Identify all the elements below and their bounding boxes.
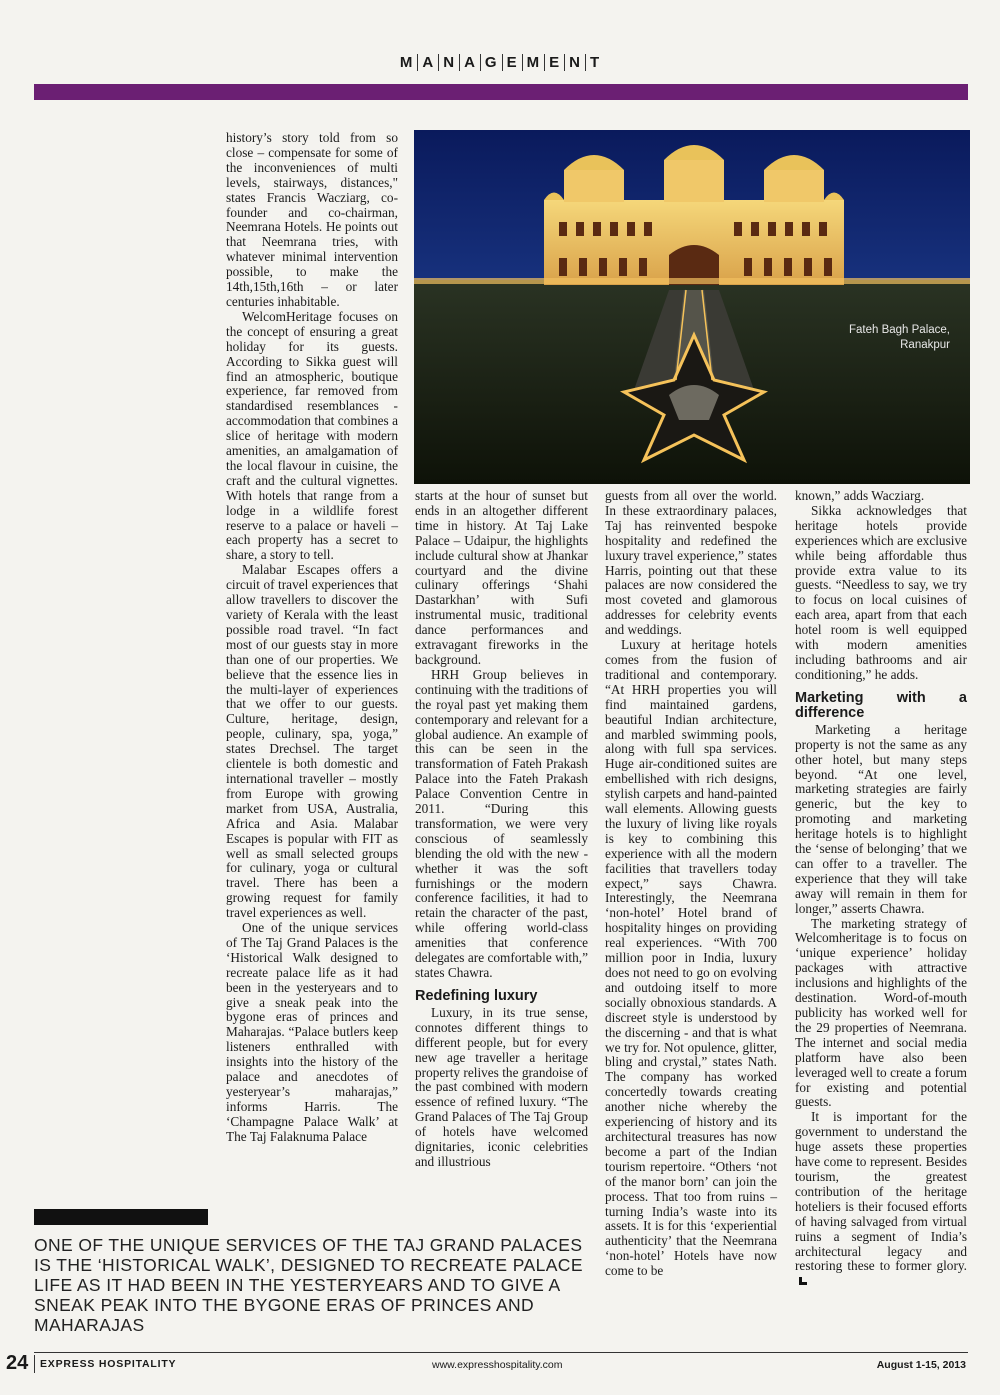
issue-date: August 1-15, 2013 bbox=[876, 1359, 966, 1371]
section-letter: E bbox=[502, 54, 522, 71]
paragraph: Sikka acknowledges that heritage hotels provide experiences which are exclusive while being affordable thus provide extra value to its guests. “Needless to say, we try to focus on local cuisines of each area, apart from that each hotel room is well equipped with modern amenities including bathrooms and air conditioning,” he adds. bbox=[795, 502, 967, 682]
palace-photo bbox=[414, 130, 970, 484]
subheading: Marketing with a difference bbox=[795, 689, 967, 721]
article-column-1 bbox=[226, 131, 398, 1145]
paragraph: WelcomHeritage focuses on the concept of ensuring a great holiday for its guests. According to Sikka guest will find an atmospheric, boutique experience, far removed from standardised resemblances - accommodation that combines a slice of heritage with modern amenities, an amalgamation of the local flavour in cuisine, the craft and the cultural vignettes. With hotels that range from a lodge in a wildlife forest reserve to a palace or haveli – each property has a secret to share, a story to tell. bbox=[226, 308, 398, 563]
page-number: 24 bbox=[6, 1352, 29, 1374]
paragraph: guests from all over the world. In these extraordinary palaces, Taj has reinvented bespoke hospitality and redefined the luxury travel experience,” states Harris, pointing out that these palaces are now considered the most coveted and glamorous addresses for celebrity events and weddings. bbox=[605, 488, 777, 638]
footer-rule bbox=[34, 1352, 968, 1353]
article-column-2 bbox=[415, 489, 588, 1170]
section-letter: A bbox=[417, 54, 438, 71]
paragraph: known,” adds Wacziarg. bbox=[795, 488, 925, 503]
section-letter: N bbox=[438, 54, 459, 71]
paragraph: The marketing strategy of Welcomheritage is to focus on ‘unique experience’ holiday packages with attractive inclusions and highlights of the destination. Word-of-mouth publicity has worked well for the 29 properties of Neemrana. The internet and social media platform have also been leveraged well to create a forum for existing and potential guests. bbox=[795, 915, 967, 1110]
section-letter: E bbox=[544, 54, 564, 71]
article-column-3 bbox=[605, 489, 777, 1279]
paragraph: Marketing a heritage property is not the same as any other hotel, but many steps beyond. “At one level, marketing strategies are fairly generic, but the key to promoting and marketing heritage hotels is to highlight the ‘sense of belonging’ that we can offer to a traveller. The experience that they will take away will remain in them for longer,” asserts Chawra. bbox=[795, 721, 967, 916]
palace-illustration bbox=[414, 130, 970, 484]
section-letter: N bbox=[564, 54, 585, 71]
section-letter: G bbox=[480, 54, 502, 71]
section-label bbox=[0, 54, 1000, 71]
paragraph: Malabar Escapes offers a circuit of travel experiences that allow travellers to discover the variety of Kerala with the least possible road travel. “In fact most of our guests stay in more than one of our properties. We believe that the essence lies in the multi-layer of experiences that we offer to our guests. Culture, heritage, design, people, culinary, spa, yoga,” states Drechsel. The target clientele is both domestic and international traveller – mostly from Europe with growing market from USA, Australia, Africa and Asia. Malabar Escapes is popular with FIT as well as small selected groups for culinary, yoga or cultural travel. There has been a growing request for family travel experiences as well. bbox=[226, 562, 398, 921]
pull-quote: ONE OF THE UNIQUE SERVICES OF THE TAJ GRAND PALACES IS THE ‘HISTORICAL WALK’, DESIGNED TO RECREATE PALACE LIFE AS IT HAD BEEN IN THE YESTERYEARS AND TO GIVE A SNEAK PEAK INTO THE BYGONE ERAS OF PRINCES AND MAHARAJAS bbox=[34, 1235, 583, 1335]
section-letter: A bbox=[459, 54, 480, 71]
pull-quote-bar bbox=[34, 1209, 208, 1225]
section-letter: M bbox=[399, 54, 414, 71]
paragraph: Luxury, in its true sense, connotes different things to different people, but for every new age traveller a heritage property relives the grandoise of the past combined with modern essence of refined luxury. “The Grand Palaces of The Taj Group of hotels have welcomed dignitaries, iconic celebrities and illustrious bbox=[415, 1004, 588, 1169]
paragraph: history’s story told from so close – compensate for some of the inconveniences of multi levels, stairways, distances," states Francis Wacziarg, co-founder and co-chairman, Neemrana Hotels. He points out that Neemrana tries, with whatever minimal intervention possible, to make the 14th,15th,16th – or later centuries inhabitable. bbox=[226, 130, 398, 309]
paragraph: Luxury at heritage hotels comes from the fusion of traditional and contemporary. “At HRH properties you will find maintained gardens, beautiful Indian architecture, and marbled swimming pools, along with full spa services. Huge air-conditioned suites are embellished with rich designs, stylish carpets and hand-painted wall elements. Allowing guests the luxury of living like royals is key to combining this experience with all the modern facilities that travellers today expect,” says Chawra. Interestingly, the Neemrana ‘non-hotel’ Hotel brand of hospitality hinges on providing real experiences. “With 700 million poor in India, luxury does not need to go on evolving and outdoing itself to more socially obnoxious standards. A discreet style is understood by the discerning - and that is what we try for. Not opulence, glitter, bling and crystal,” states Nath. The company has worked concertedly towards creating another niche whereby the experiencing of history and its architectural treasures has now become a part of the Indian tourism repertoire. “Others ‘not of the manor born’ can join the process. That too from ruins – turning India’s waste into its assets. It is for this ‘experiential authenticity’ that the Neemrana ‘non-hotel’ Hotels have now come to be bbox=[605, 637, 777, 1279]
paragraph: starts at the hour of sunset but ends in an altogether different time in history. At Taj Lake Palace – Udaipur, the highlights include cultural show at Jhankar courtyard and the divine culinary offerings ‘Shahi Dastarkhan’ with Sufi instrumental music, traditional dance performances and extravagant fireworks in the background. bbox=[415, 488, 588, 667]
article-column-4 bbox=[795, 489, 967, 1289]
caption-line: Fateh Bagh Palace, bbox=[848, 324, 950, 336]
website-url: www.expresshospitality.com bbox=[432, 1359, 563, 1371]
end-mark-icon bbox=[799, 1277, 807, 1285]
section-color-bar bbox=[34, 84, 968, 100]
section-letter: T bbox=[585, 54, 604, 71]
paragraph: One of the unique services of The Taj Grand Palaces is the ‘Historical Walk designed to recreate palace life as it had been in the yesteryears and to give a sneak peak into the bygone eras of princes and Maharajas. “Palace butlers keep listeners enthralled with insights into the history of the palace and anecdotes of yesteryear’s maharajas,” informs Harris. The ‘Champagne Palace Walk’ at The Taj Falaknuma Palace bbox=[226, 920, 398, 1144]
caption-line: Ranakpur bbox=[900, 339, 950, 351]
footer-divider bbox=[34, 1355, 35, 1373]
publication-name: EXPRESS HOSPITALITY bbox=[40, 1358, 177, 1370]
subheading: Redefining luxury bbox=[415, 987, 538, 1004]
paragraph: HRH Group believes in continuing with the traditions of the royal past yet making them contemporary and relevant for a global audience. An example of this can be seen in the transformation of Fateh Prakash Palace into the Fateh Prakash Palace Convention Centre in 2011. “During this transformation, we were very conscious of seamlessly blending the old with the new - whether it was the soft furnishings or the modern conference facilities, it had to retain the character of the past, while offering world-class amenities that conference delegates are comfortable with,” states Chawra. bbox=[415, 666, 588, 980]
photo-caption bbox=[849, 323, 950, 353]
paragraph-text: It is important for the government to understand the huge assets these properties have come to represent. Besides tourism, the greatest contribution of the heritage hoteliers is their focused efforts of having salvaged from virtual ruins a segment of India’s architectural legacy and restoring these to former glory. bbox=[795, 1109, 967, 1274]
section-letter: M bbox=[522, 54, 545, 71]
paragraph bbox=[795, 1110, 967, 1289]
